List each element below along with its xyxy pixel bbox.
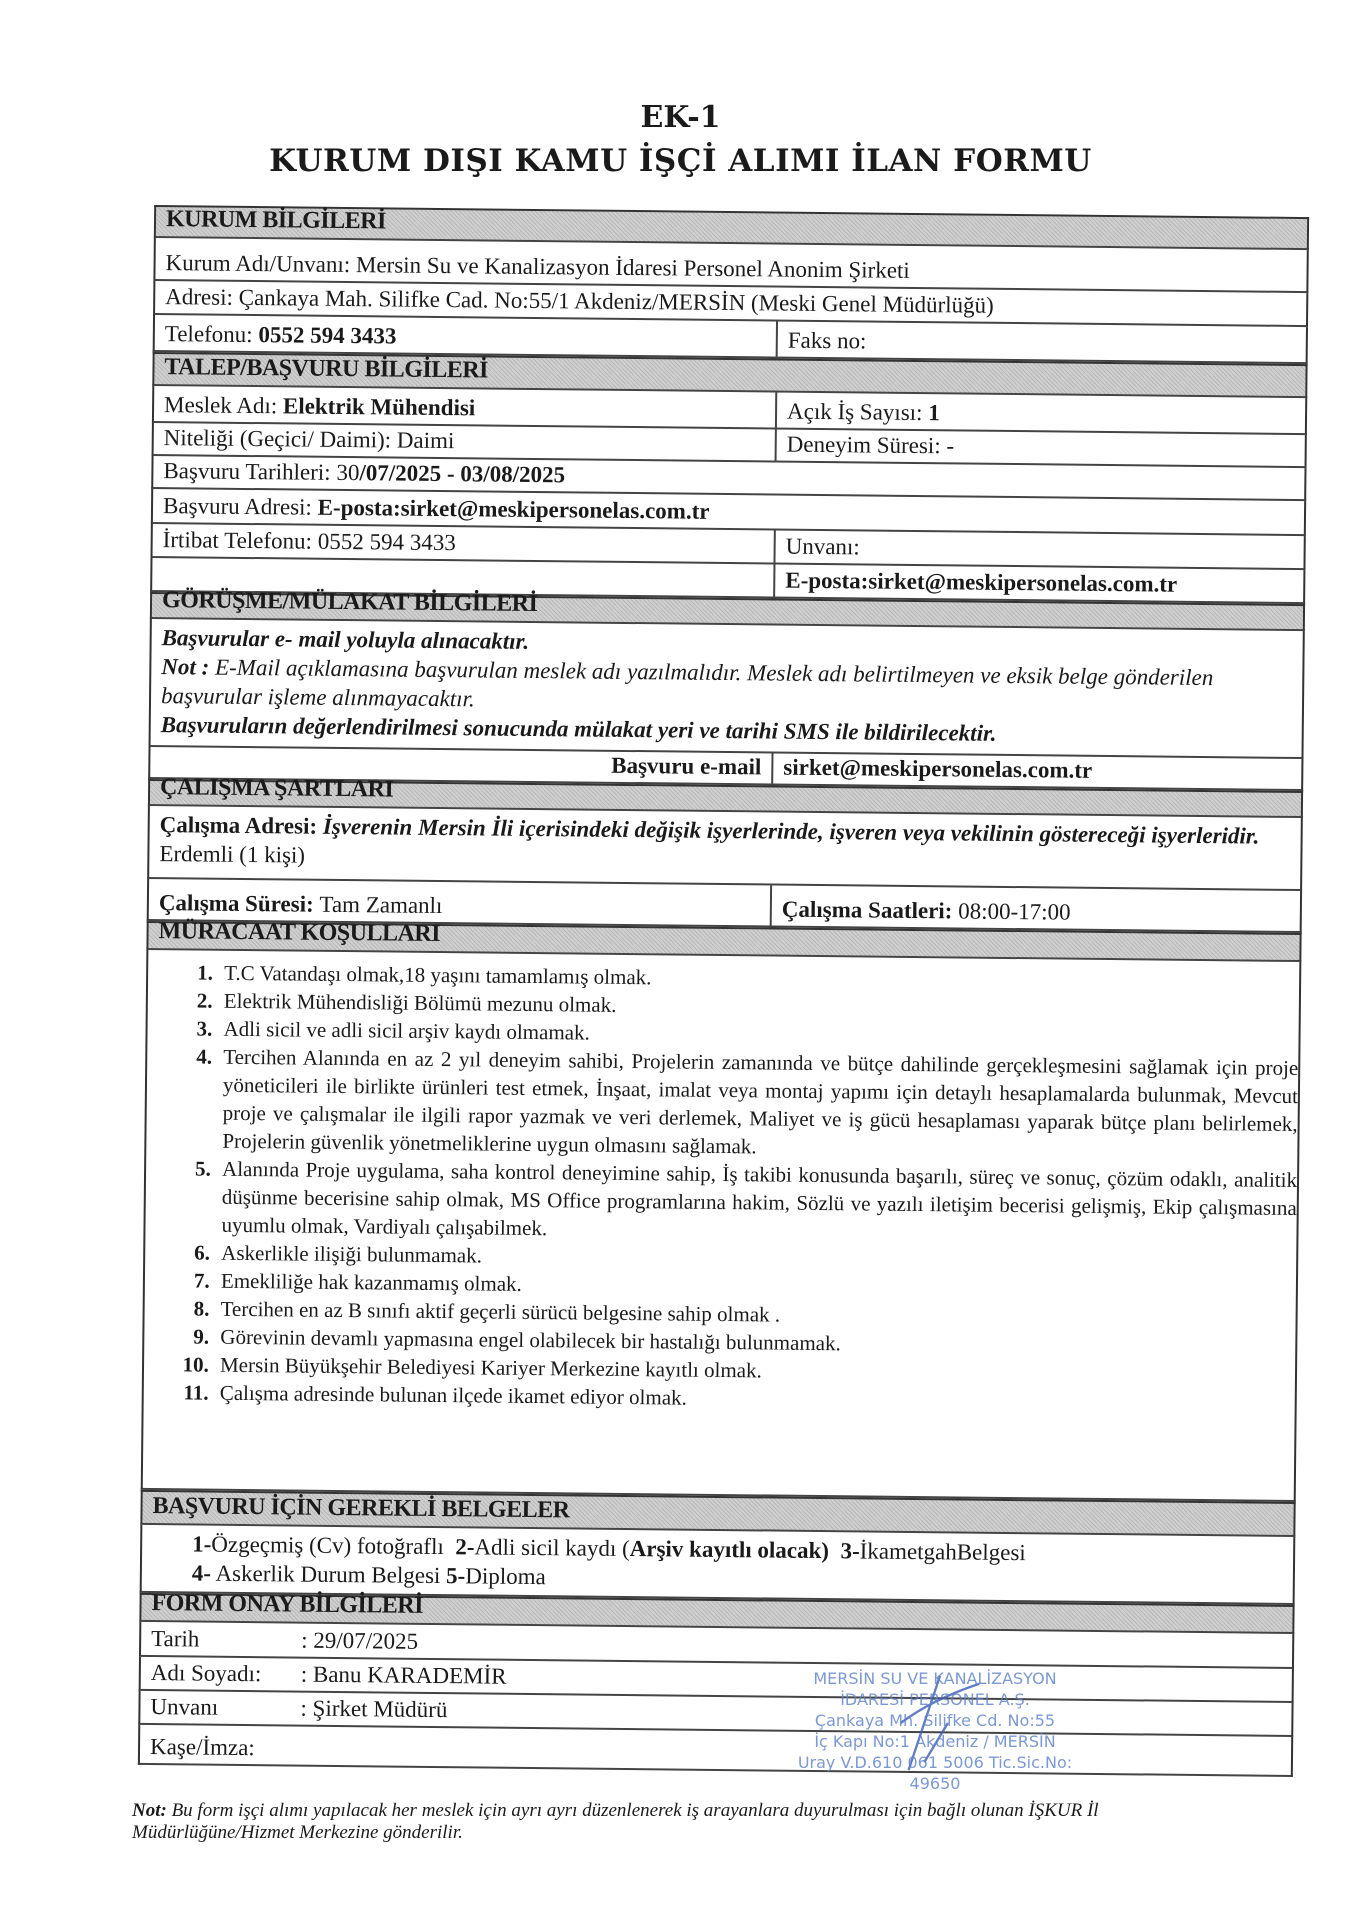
kurum-adres-row: Adresi: Çankaya Mah. Silifke Cad. No:55/1 Akdeniz/MERSİN (Meski Genel Müdürlüğü)	[153, 281, 1308, 327]
onay-value: : Banu KARADEMİR	[300, 1661, 507, 1689]
signature-icon	[880, 1668, 1000, 1778]
condition-item: 8. Tercihen en az B sınıfı aktif geçerli sürücü belgesine sahip olmak .	[214, 1295, 1295, 1334]
onay-value	[290, 1727, 310, 1765]
section-muracaat: MÜRACAAT KOŞULLARI	[146, 921, 1301, 962]
basvuru-adres-row: Başvuru Adresi: E-posta:sirket@meskipersonelas.com.tr	[151, 489, 1306, 536]
onay-value: : 29/07/2025	[301, 1627, 419, 1654]
nitelik-row: Niteliği (Geçici/ Daimi): Daimi Deneyim Süresi: -	[152, 423, 1307, 468]
document-title: KURUM DIŞI KAMU İŞÇİ ALIMI İLAN FORMU	[269, 143, 1092, 179]
section-gorusme: GÖRÜŞME/MÜLAKAT BİLGİLERİ	[150, 592, 1305, 631]
condition-item: 4. Tercihen Alanında en az 2 yıl deneyim sahibi, Projelerin zamanında ve bütçe dahilinde gerçekleşmesini sağlamak için proje yöneticileri ile birlikte ürünleri test etmek, İnşaat, imalat veya montaj yapımı için detaylı hesaplamalarda bulunmak, Mevcut proje ve çalışmalar ile ilgili rapor yazmak ve veri derlemek, Maliyet ve iş gücü hesaplaması yaparak bütçe planı belirlemek, Projelerin güvenlik yönetmeliklerine uygun olmasını sağlamak.	[216, 1043, 1298, 1166]
condition-item: 11. Çalışma adresinde bulunan ilçede ikamet ediyor olmak.	[214, 1379, 1295, 1418]
section-calisma: ÇALIŞMA ŞARTLARI	[148, 779, 1303, 818]
gorusme-text: Başvurular e- mail yoluyla alınacaktır. Not : E-Mail açıklamasına başvurulan meslek adı yazılmalıdır. Meslek adı belirtilmeyen ve eksik belge gönderilen başvurular işleme alınmayacaktır. Başvuruların değerlendirilmesi sonucunda mülakat yeri ve tarihi SMS ile bildirilecektir.	[149, 619, 1305, 759]
onay-value: : Şirket Müdürü	[300, 1695, 448, 1723]
stamp-line: Çankaya Mh. Silifke Cd. No:55	[814, 1711, 1056, 1730]
onay-label: Adı Soyadı:	[150, 1660, 262, 1687]
stamp-line: Uray V.D.610 061 5006 Tic.Sic.No: 49650	[797, 1753, 1073, 1793]
onay-label: Unvanı	[150, 1694, 219, 1720]
company-stamp	[770, 1668, 1100, 1794]
condition-item: 9. Görevinin devamlı yapmasına engel olabilecek bir hastalığı bulunmamak.	[214, 1323, 1295, 1362]
form-table	[138, 205, 1309, 1777]
meslek-row: Meslek Adı: Elektrik Mühendisi Açık İş Sayısı: 1	[152, 386, 1307, 435]
belgeler-list: 1-Özgeçmiş (Cv) fotoğraflı 2-Adli sicil kaydı (Arşiv kayıtlı olacak) 3-İkametgahBelgesi 4- Askerlik Durum Belgesi 5-Diploma	[140, 1525, 1296, 1605]
onay-label: Tarih	[151, 1626, 200, 1652]
onay-label: Kaşe/İmza:	[149, 1734, 255, 1761]
condition-item: 1. T.C Vatandaşı olmak,18 yaşını tamamlamış olmak.	[218, 959, 1299, 998]
condition-item: 7. Emekliliğe hak kazanmamış olmak.	[215, 1267, 1296, 1306]
document-code: EK-1	[640, 100, 721, 135]
condition-item: 10. Mersin Büyükşehir Belediyesi Kariyer Merkezine kayıtlı olmak.	[214, 1351, 1295, 1390]
calisma-adres-row: Çalışma Adresi: İşverenin Mersin İli içerisindeki değişik işyerlerinde, işveren veya vekilinin göstereceği işyerleridir. Erdemli (1 kişi)	[147, 806, 1303, 891]
irtibat-row: İrtibat Telefonu: 0552 594 3433 Unvanı:	[151, 524, 1306, 570]
conditions-list	[144, 958, 1300, 1418]
section-belgeler: BAŞVURU İÇİN GEREKLİ BELGELER	[140, 1490, 1295, 1537]
basvuru-email-row: Başvuru e-mail sirket@meskipersonelas.com.tr	[148, 747, 1303, 791]
section-talep: TALEP/BAŞVURU BİLGİLERİ	[152, 352, 1307, 398]
footer-note: Not: Bu form işçi alımı yapılacak her meslek için ayrı ayrı düzenlenerek iş arayanlara duyurulması için bağlı olunan İŞKUR İl Müdürlüğüne/Hizmet Merkezine gönderilir.	[132, 1800, 1099, 1843]
condition-item: 3. Adli sicil ve adli sicil arşiv kaydı olmamak.	[217, 1015, 1298, 1054]
section-kurum: KURUM BİLGİLERİ	[154, 205, 1309, 250]
calisma-sure-row: Çalışma Süresi: Tam Zamanlı Çalışma Saatleri: 08:00-17:00	[147, 879, 1302, 933]
kurum-adi-row: Kurum Adı/Unvanı: Mersin Su ve Kanalizasyon İdaresi Personel Anonim Şirketi	[153, 238, 1308, 293]
onay-rows	[138, 1622, 1294, 1777]
email-link[interactable]: sirket@meskipersonelas.com.tr	[783, 754, 1093, 783]
condition-item: 2. Elektrik Mühendisliği Bölümü mezunu olmak.	[218, 987, 1299, 1026]
basvuru-email-link[interactable]: E-posta:sirket@meskipersonelas.com.tr	[317, 494, 710, 524]
tarih-row: Başvuru Tarihleri: 30 /07/2025 - 03/08/2025	[151, 456, 1306, 501]
section-onay: FORM ONAY BİLGİLERİ	[139, 1593, 1294, 1634]
eposta-link[interactable]: E-posta:sirket@meskipersonelas.com.tr	[785, 567, 1178, 597]
condition-item: 6. Askerlikle ilişiği bulunmamak.	[215, 1239, 1296, 1278]
muracaat-list	[141, 950, 1302, 1502]
kurum-tel-row: Telefonu: 0552 594 3433 Faks no:	[153, 315, 1308, 364]
condition-item: 5. Alanında Proje uygulama, saha kontrol deneyimine sahip, İş takibi konusunda başarılı, süreç ve sonuç, çözüm odaklı, analitik düşünme becerisine sahip olmak, MS Office programlarına hakim, Sözlü ve yazılı iletişim becerisi gelişmiş, Ekip çalışmasına uyumlu olmak, Vardiyalı çalışabilmek.	[215, 1155, 1297, 1250]
stamp-line: İç Kapı No:1 Akdeniz / MERSİN	[814, 1732, 1056, 1751]
stamp-line: İDARESİ PERSONEL A.Ş.	[840, 1690, 1030, 1709]
stamp-line: MERSİN SU VE KANALİZASYON	[813, 1669, 1057, 1688]
